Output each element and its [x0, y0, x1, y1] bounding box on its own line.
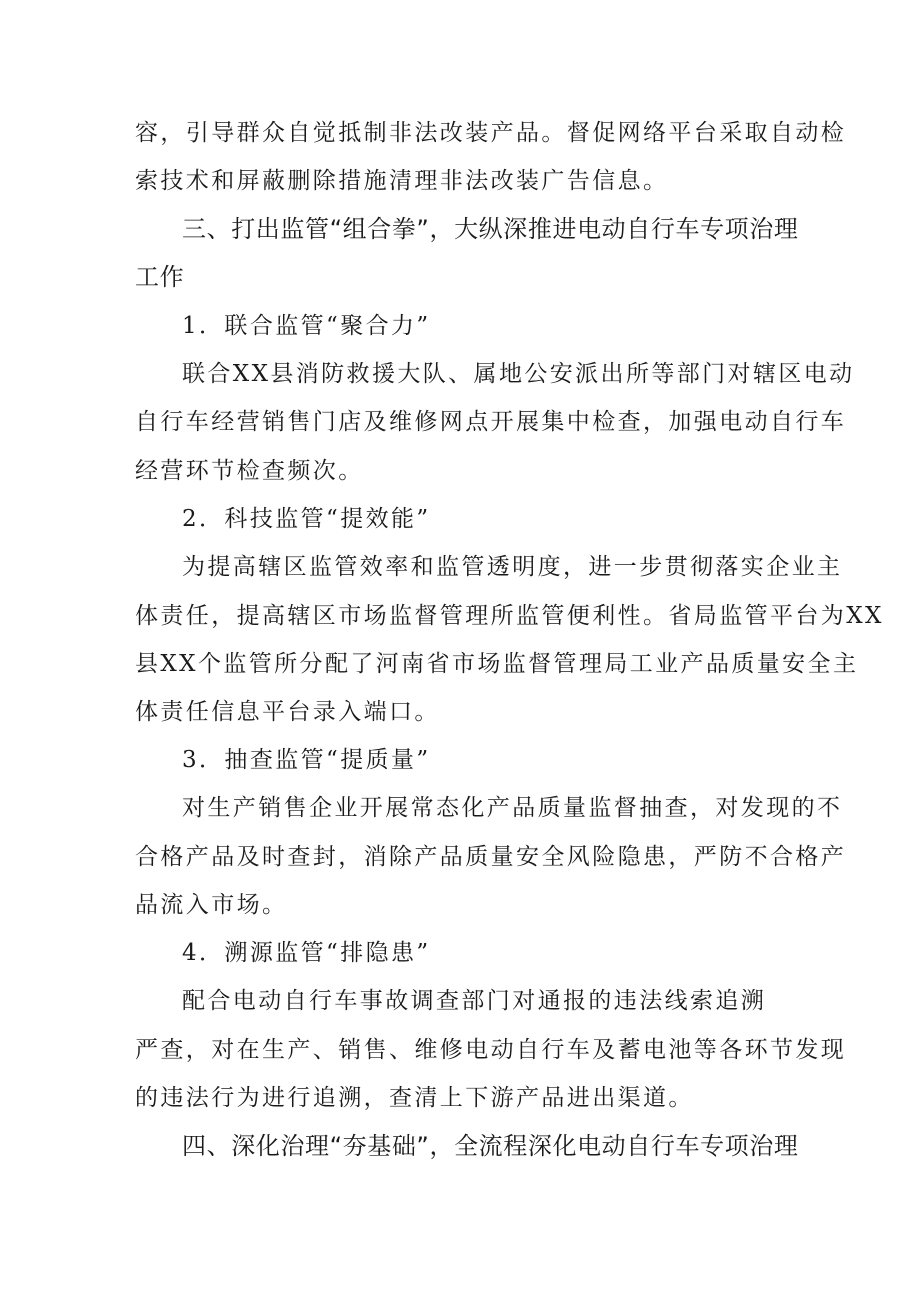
paragraph-line: 经营环节检查频次。	[135, 458, 364, 484]
paragraph-line: 索技术和屏蔽删除措施清理非法改装广告信息。	[135, 168, 669, 194]
paragraph-line: 对生产销售企业开展常态化产品质量监督抽查，对发现的不	[182, 795, 843, 821]
paragraph-line: 为提高辖区监管效率和监管透明度，进一步贯彻落实企业主	[182, 554, 843, 580]
subheading-4: 4．溯源监管“排隐患”	[182, 940, 431, 966]
paragraph-line: 体责任，提高辖区市场监督管理所监管便利性。省局监管平台为XX	[135, 603, 884, 629]
section-heading-3-continued: 工作	[135, 263, 185, 291]
paragraph-line: 县XX个监管所分配了河南省市场监督管理局工业产品质量安全主	[135, 651, 859, 677]
paragraph-line: 配合电动自行车事故调查部门对通报的违法线索追溯	[182, 988, 767, 1014]
subheading-3: 3．抽查监管“提质量”	[182, 747, 431, 773]
paragraph-line: 合格产品及时查封，消除产品质量安全风险隐患，严防不合格产	[135, 844, 847, 870]
section-heading-4: 四、深化治理“夯基础”，全流程深化电动自行车专项治理	[182, 1132, 799, 1160]
paragraph-line: 体责任信息平台录入端口。	[135, 699, 440, 725]
paragraph-line: 自行车经营销售门店及维修网点开展集中检查，加强电动自行车	[135, 409, 847, 435]
section-heading-3: 三、打出监管“组合拳”，大纵深推进电动自行车专项治理	[182, 215, 799, 243]
paragraph-line: 的违法行为进行追溯，查清上下游产品进出渠道。	[135, 1085, 694, 1111]
paragraph-line: 品流入市场。	[135, 892, 288, 918]
paragraph-line: 严查，对在生产、销售、维修电动自行车及蓄电池等各环节发现	[135, 1037, 847, 1063]
subheading-2: 2．科技监管“提效能”	[182, 506, 431, 532]
paragraph-line: 容，引导群众自觉抵制非法改装产品。督促网络平台采取自动检	[135, 120, 847, 146]
paragraph-line: 联合XX县消防救援大队、属地公安派出所等部门对辖区电动	[182, 361, 855, 387]
subheading-1: 1．联合监管“聚合力”	[182, 313, 431, 339]
